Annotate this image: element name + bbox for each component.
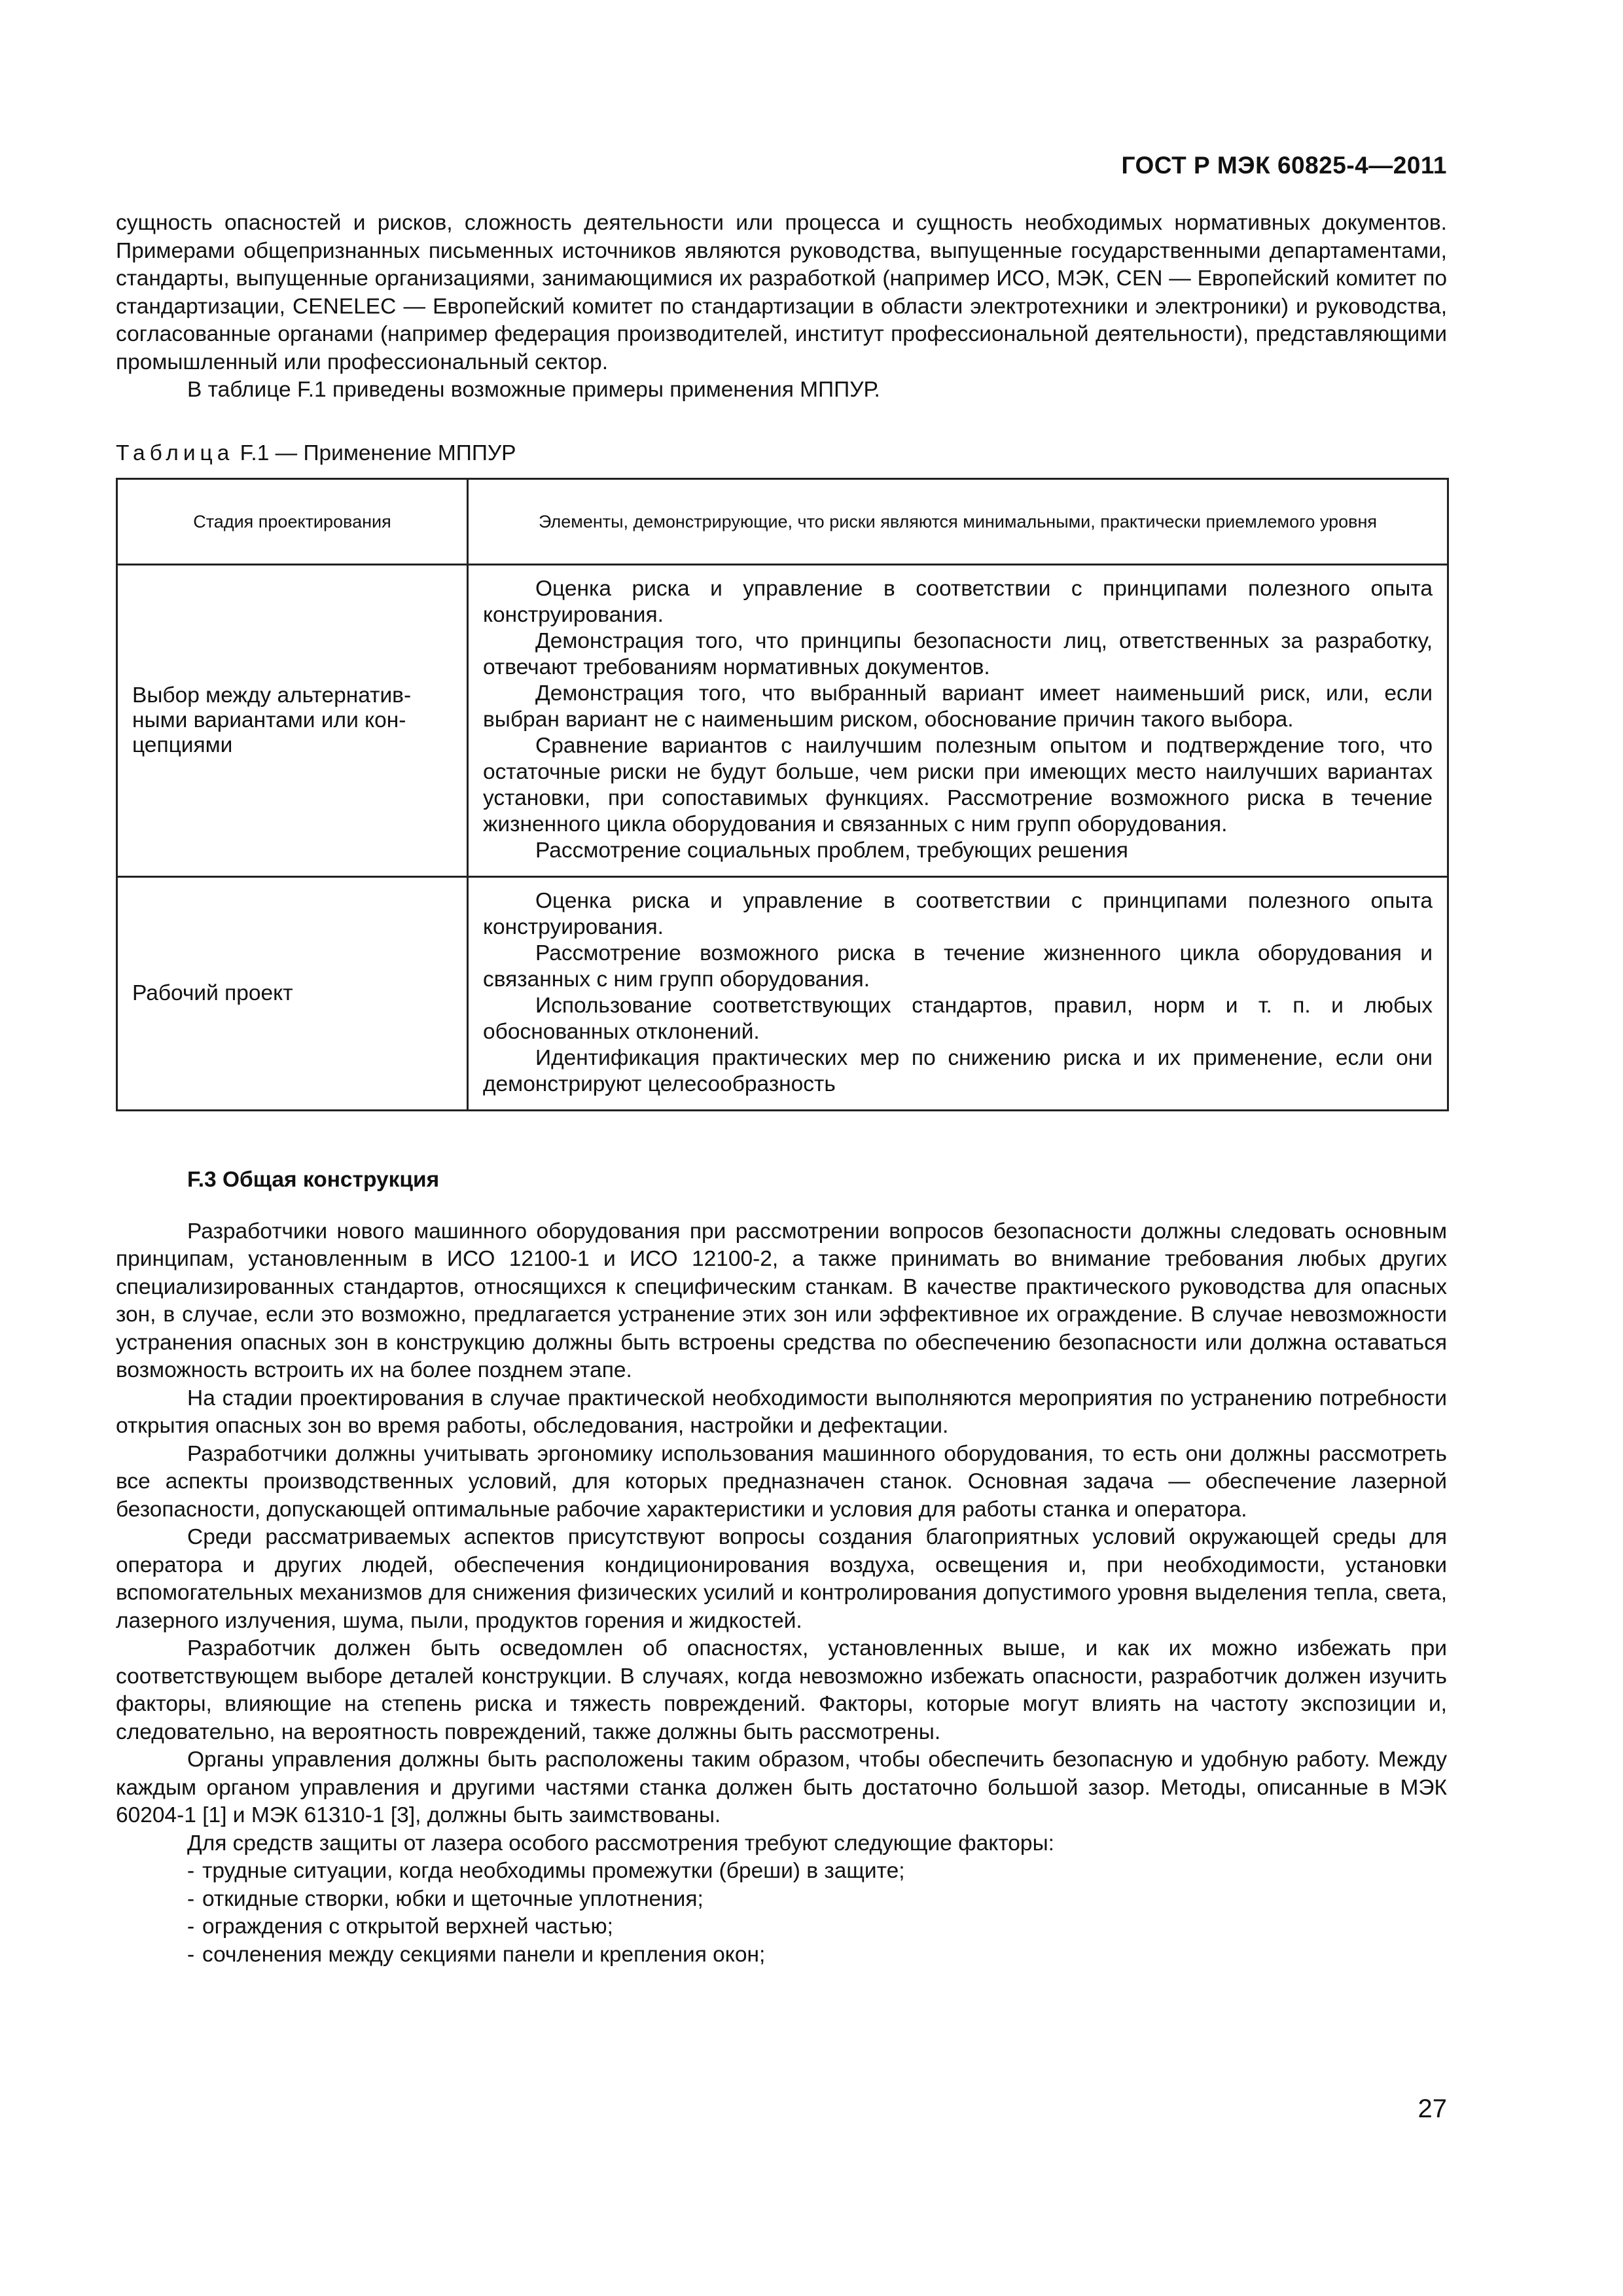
table-cell-item: Рассмотрение социальных проблем, требующих решения (535, 838, 1128, 863)
list-item-text: ограждения с открытой верхней частью; (202, 1914, 613, 1939)
list-item (116, 1886, 1447, 1914)
table-cell-stage: Рабочий проект (117, 877, 468, 1111)
table-cell-item: Использование соответствующих стандартов, правил, норм и т. п. и любых обоснованных отклонений. (483, 994, 1433, 1044)
document-header: ГОСТ Р МЭК 60825-4—2011 (1121, 152, 1447, 179)
table-cell-item: Демонстрация того, что выбранный вариант имеет наименьший риск, или, если выбран вариант не с наименьшим риском, обоснование причин такого выбора. (483, 681, 1433, 732)
table-cell-elements (468, 877, 1448, 1111)
table-caption-title: F.1 — Применение МППУР (234, 440, 516, 465)
factor-list (116, 1857, 1447, 1969)
table-cell-item: Рассмотрение возможного риска в течение жизненного цикла оборудования и связанных с ним групп оборудования. (483, 941, 1433, 992)
table-cell-item: Идентификация практических мер по снижению риска и их применение, если они демонстрируют целесообразность (483, 1046, 1433, 1096)
list-item (116, 1913, 1447, 1941)
intro-paragraph: В таблице F.1 приведены возможные примеры применения МППУР. (187, 378, 880, 402)
list-item-text: трудные ситуации, когда необходимы промежутки (бреши) в защите; (202, 1859, 905, 1883)
section-paragraph: Разработчик должен быть осведомлен об опасностях, установленных выше, и как их можно избежать при соответствующем выборе деталей конструкции. В случаях, когда невозможно избежать опасности, разработчик должен изучить факторы, влияющие на степень риска и тяжесть повреждений. Факторы, которые могут влиять на частоту экспозиции и, следовательно, на вероятность повреждений, также должны быть рассмотрены. (116, 1636, 1447, 1744)
section-paragraph: Среди рассматриваемых аспектов присутствуют вопросы создания благоприятных условий окружающей среды для оператора и других людей, обеспечения кондиционирования воздуха, освещения и, при необходимости, установки вспомогательных механизмов для снижения физических усилий и контролирования допустимого уровня выделения тепла, света, лазерного излучения, шума, пыли, продуктов горения и жидкостей. (116, 1525, 1447, 1633)
risk-table (116, 478, 1449, 1111)
list-item-text: откидные створки, юбки и щеточные уплотнения; (202, 1886, 704, 1911)
list-item-text: сочленения между секциями панели и крепления окон; (202, 1942, 766, 1967)
table-cell-stage: Выбор между альтернатив- ными вариантами или кон- цепциями (117, 565, 468, 877)
table-caption-label: Таблица (116, 440, 234, 465)
list-item (116, 1941, 1447, 1969)
intro-paragraph: сущность опасностей и рисков, сложность деятельности или процесса и сущность необходимых нормативных документов. Примерами общепризнанных письменных источников являются руководства, выпущенные государственными департаментами, стандарты, выпущенные организациями, занимающимися их разработкой (например ИСО, МЭК, CEN — Европейский комитет по стандартизации, CENELEC — Европейский комитет по стандартизации в области электротехники и электроники) и руководства, согласованные органами (например федерация производителей, институт профессиональной деятельности), представляющими промышленный или профессиональный сектор. (116, 211, 1447, 374)
table-row (117, 877, 1448, 1111)
section-paragraph: Разработчики нового машинного оборудования при рассмотрении вопросов безопасности должны следовать основным принципам, установленным в ИСО 12100-1 и ИСО 12100-2, а также принимать во внимание требования любых других специализированных стандартов, относящихся к специфическим станкам. В качестве практического руководства для опасных зон, в случае, если это возможно, предлагается устранение этих зон или эффективное их ограждение. В случае невозможности устранения опасных зон в конструкцию должны быть встроены средства по обеспечению безопасности или должна оставаться возможность встроить их на более позднем этапе. (116, 1219, 1447, 1382)
table-cell-item: Сравнение вариантов с наилучшим полезным опытом и подтверждение того, что остаточные риски не будут больше, чем риски при имеющих место наилучших вариантах установки, при сопоставимых функциях. Рассмотрение возможного риска в течение жизненного цикла оборудования и связанных с ним групп оборудования. (483, 734, 1433, 836)
table-row (117, 565, 1448, 877)
table-cell-item: Оценка риска и управление в соответствии с принципами полезного опыта конструирования. (483, 889, 1433, 939)
document-page (116, 0, 1447, 2296)
section-paragraph: Для средств защиты от лазера особого рассмотрения требуют следующие факторы: (187, 1831, 1054, 1856)
table-caption (116, 440, 1447, 468)
section-heading: F.3 Общая конструкция (187, 1168, 440, 1192)
section-paragraph: Органы управления должны быть расположены таким образом, чтобы обеспечить безопасную и удобную работу. Между каждым органом управления и другими частями станка должен быть достаточно большой зазор. Методы, описанные в МЭК 60204-1 [1] и МЭК 61310-1 [3], должны быть заимствованы. (116, 1748, 1447, 1827)
section-paragraph: На стадии проектирования в случае практической необходимости выполняются мероприятия по устранению потребности открытия опасных зон во время работы, обследования, настройки и дефектации. (116, 1386, 1447, 1438)
table-cell-elements (468, 565, 1448, 877)
page-number: 27 (1418, 2094, 1447, 2123)
table-cell-item: Демонстрация того, что принципы безопасности лиц, ответственных за разработку, отвечают требованиям нормативных документов. (483, 629, 1433, 679)
table-header-row (117, 479, 1448, 565)
document-body (116, 209, 1447, 1969)
table-cell-item: Оценка риска и управление в соответствии с принципами полезного опыта конструирования. (483, 577, 1433, 627)
table-header-cell: Элементы, демонстрирующие, что риски являются минимальными, практически приемлемого уровня (468, 479, 1448, 565)
list-item (116, 1857, 1447, 1886)
section-paragraph: Разработчики должны учитывать эргономику использования машинного оборудования, то есть они должны рассмотреть все аспекты производственных условий, для которых предназначен станок. Основная задача — обеспечение лазерной безопасности, допускающей оптимальные рабочие характеристики и условия для работы станка и оператора. (116, 1441, 1447, 1522)
table-header-cell: Стадия проектирования (117, 479, 468, 565)
